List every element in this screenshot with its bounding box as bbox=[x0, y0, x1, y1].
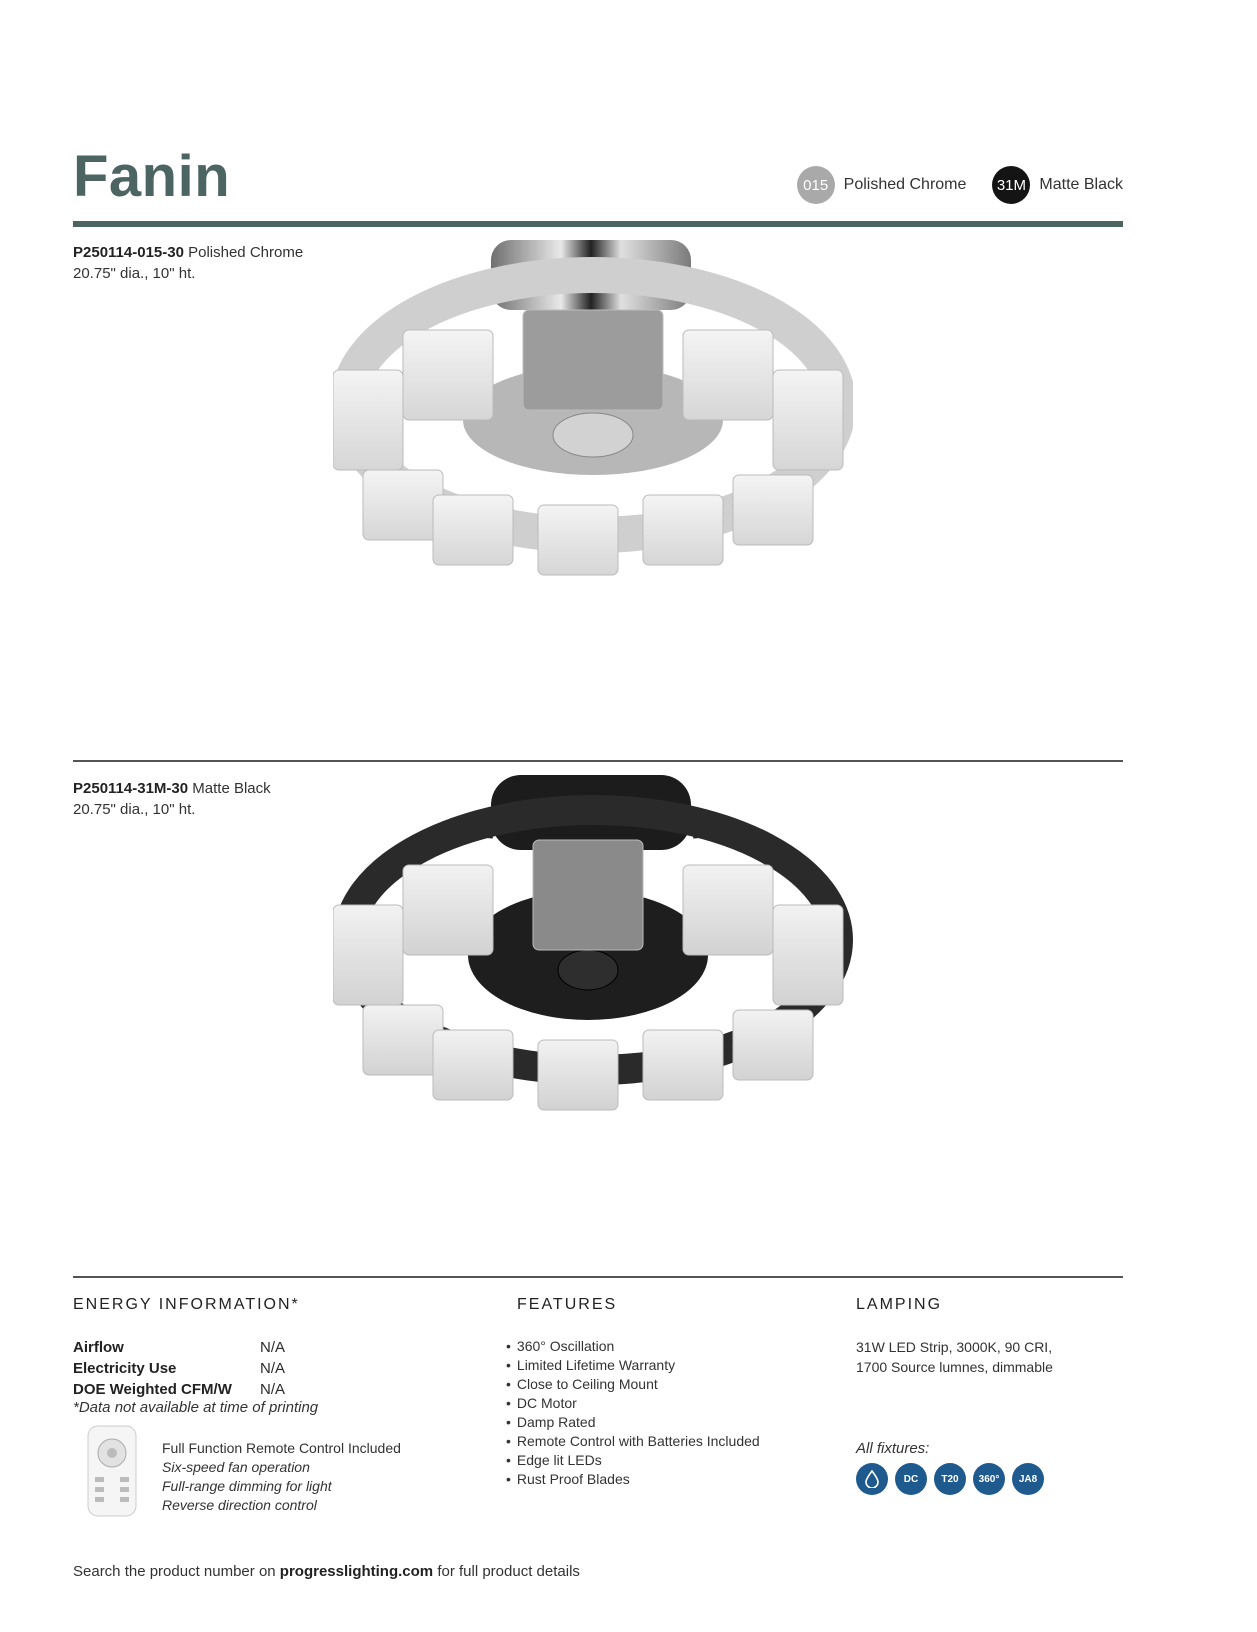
finish-swatch-chrome: 015 bbox=[797, 166, 835, 204]
finish-name-chrome: Polished Chrome bbox=[843, 176, 967, 193]
t20-icon: T20 bbox=[934, 1463, 966, 1495]
feature-item: • Remote Control with Batteries Included bbox=[517, 1432, 760, 1451]
energy-row-cfmw bbox=[73, 1379, 285, 1400]
product-sku: P250114-31M-30 bbox=[73, 780, 189, 797]
energy-value: N/A bbox=[260, 1339, 286, 1356]
footer-site-link[interactable]: progresslighting.com bbox=[279, 1563, 434, 1580]
product-dims: 20.75" dia., 10" ht. bbox=[73, 265, 196, 282]
remote-description bbox=[162, 1439, 401, 1515]
ja8-icon: JA8 bbox=[1012, 1463, 1044, 1495]
section-divider-1 bbox=[73, 760, 1123, 762]
oscillation-360-icon: 360° bbox=[973, 1463, 1005, 1495]
energy-label: Airflow bbox=[73, 1339, 124, 1356]
lamping-text bbox=[856, 1337, 1053, 1377]
product-dims: 20.75" dia., 10" ht. bbox=[73, 801, 196, 818]
damp-rated-icon bbox=[856, 1463, 888, 1495]
product-finish: Matte Black bbox=[192, 780, 271, 797]
energy-row-electricity bbox=[73, 1358, 285, 1379]
finish-swatch-black: 31M bbox=[992, 166, 1030, 204]
features-list bbox=[517, 1337, 760, 1489]
feature-item: • Edge lit LEDs bbox=[517, 1451, 760, 1470]
finish-name-black: Matte Black bbox=[1039, 176, 1123, 193]
product-label-black bbox=[73, 778, 271, 820]
lamping-line: 1700 Source lumnes, dimmable bbox=[856, 1359, 1053, 1375]
product-finish: Polished Chrome bbox=[188, 244, 304, 261]
section-divider-2 bbox=[73, 1276, 1123, 1278]
finish-black bbox=[992, 166, 1123, 204]
header-rule bbox=[73, 221, 1123, 227]
footer-prefix: Search the product number on bbox=[73, 1563, 280, 1580]
energy-row-airflow bbox=[73, 1337, 285, 1358]
lamping-heading: LAMPING bbox=[856, 1296, 943, 1313]
energy-table bbox=[73, 1337, 285, 1400]
energy-heading: ENERGY INFORMATION* bbox=[73, 1296, 300, 1313]
remote-control-image bbox=[86, 1425, 138, 1517]
footer-note bbox=[73, 1563, 580, 1580]
remote-feature: Reverse direction control bbox=[162, 1497, 317, 1513]
feature-item: • 360° Oscillation bbox=[517, 1337, 760, 1356]
fan-image-chrome bbox=[333, 240, 853, 585]
energy-label: Electricity Use bbox=[73, 1360, 177, 1377]
lamping-line: 31W LED Strip, 3000K, 90 CRI, bbox=[856, 1339, 1053, 1355]
finish-legend bbox=[771, 166, 1123, 204]
energy-label: DOE Weighted CFM/W bbox=[73, 1381, 232, 1398]
remote-feature: Six-speed fan operation bbox=[162, 1459, 310, 1475]
product-sku: P250114-015-30 bbox=[73, 244, 184, 261]
remote-title: Full Function Remote Control Included bbox=[162, 1440, 401, 1456]
feature-item: • Rust Proof Blades bbox=[517, 1470, 760, 1489]
features-heading: FEATURES bbox=[517, 1296, 618, 1313]
feature-item: • Close to Ceiling Mount bbox=[517, 1375, 760, 1394]
energy-value: N/A bbox=[260, 1381, 286, 1398]
feature-item: • Limited Lifetime Warranty bbox=[517, 1356, 760, 1375]
certification-badges bbox=[856, 1463, 1051, 1495]
feature-item: • Damp Rated bbox=[517, 1413, 760, 1432]
dc-motor-icon: DC bbox=[895, 1463, 927, 1495]
feature-item: • DC Motor bbox=[517, 1394, 760, 1413]
page-title: Fanin bbox=[73, 144, 231, 209]
finish-chrome bbox=[797, 166, 967, 204]
remote-feature: Full-range dimming for light bbox=[162, 1478, 332, 1494]
product-label-chrome bbox=[73, 242, 303, 284]
energy-value: N/A bbox=[260, 1360, 286, 1377]
footer-suffix: for full product details bbox=[433, 1563, 580, 1580]
energy-note: *Data not available at time of printing bbox=[73, 1399, 319, 1416]
fan-image-black bbox=[333, 775, 853, 1120]
all-fixtures-label: All fixtures: bbox=[856, 1440, 930, 1457]
